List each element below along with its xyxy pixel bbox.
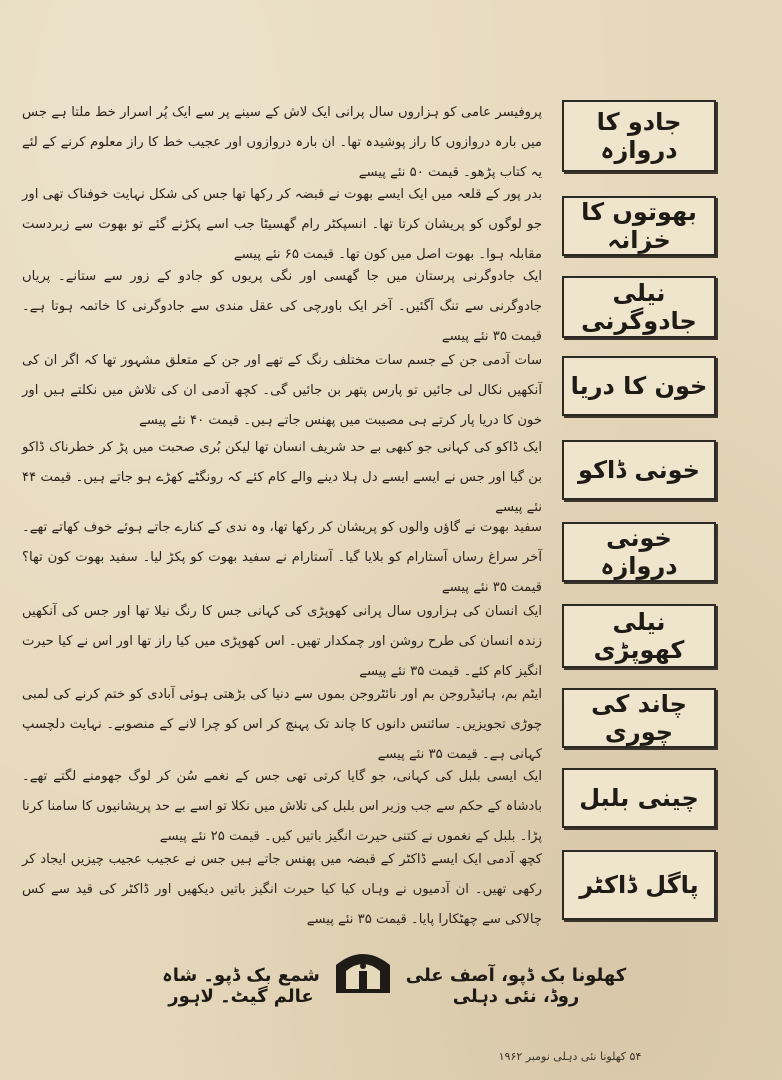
book-description: سفید بھوت نے گاؤں والوں کو پریشان کر رکھا تھا، وہ ندی کے کنارے جاتے ہوئے خوف کھاتے تھے۔ آخر سراغ رساں آستارام کو بلایا گیا۔ آستارام نے سفید بھوت کو پکڑ لیا۔ سفید بھوت کون تھا؟ قیمت ۳۵ نئے پیسے [22, 520, 542, 595]
page-number: ۵۴ کھلونا نئی دہلی نومبر ۱۹۶۲ [498, 1050, 642, 1063]
publisher-lahore: شمع بک ڈپو۔ شاہ عالم گیٹ۔ لاہور [162, 965, 320, 1007]
book-title: چاند کی چوری [562, 688, 716, 748]
book-description: بدر پور کے قلعہ میں ایک ایسے بھوت نے قبضہ کر رکھا تھا جس کی شکل نہایت خوفناک تھی اور جو لوگوں کو پریشان کرتا تھا۔ انسپکٹر رام گھسیٹا جب اسے پکڑنے گئے تو بھوت سے زبردست مقابلہ ہوا۔ بھوت اصل میں کون تھا۔ قیمت ۶۵ نئے پیسے [22, 187, 542, 262]
publisher-footer [0, 935, 782, 1015]
book-description: ایک ڈاکو کی کہانی جو کبھی بے حد شریف انسان تھا لیکن بُری صحبت میں پڑ کر خطرناک ڈاکو بن گیا اور جس نے ایسے ایسے دل ہلا دینے والے کام کئے کہ رونگٹے کھڑے ہو جاتے ہیں۔ قیمت ۴۴ نئے پیسے [22, 440, 542, 515]
publisher-delhi: کھلونا بک ڈپو، آصف علی روڈ، نئی دہلی [405, 965, 627, 1007]
book-title: نیلی جادوگرنی [562, 276, 716, 338]
book-description: ایک جادوگرنی پرستان میں جا گھسی اور نگی پریوں کو جادو کے زور سے ستانے۔ پریاں جادوگرنی سے تنگ آگئیں۔ آخر ایک باورچی کی عقل مندی سے جادوگرنی کا خاتمہ ہوتا ہے۔ قیمت ۳۵ نئے پیسے [22, 269, 542, 344]
book-description: پروفیسر عامی کو ہزاروں سال پرانی ایک لاش کے سینے پر سے ایک پُر اسرار خط ملتا ہے جس میں بارہ دروازوں کا راز پوشیدہ تھا۔ ان بارہ دروازوں اور عجیب خط کا راز معلوم کرنے کے لئے یہ کتاب پڑھو۔ قیمت ۵۰ نئے پیسے [22, 105, 542, 180]
book-title: جادو کا دروازہ [562, 100, 716, 172]
book-title: پاگل ڈاکٹر [562, 850, 716, 920]
book-title: خونی ڈاکو [562, 440, 716, 500]
book-description: ایک ایسی بلبل کی کہانی، جو گایا کرتی تھی جس کے نغمے سُن کر لوگ جھومنے لگتے تھے۔ بادشاہ کے حکم سے جب وزیر اس بلبل کی تلاش میں نکلا تو اسے بے حد پریشانیوں کا سامنا کرنا پڑا۔ بلبل کے نغموں نے کتنی حیرت انگیز باتیں کیں۔ قیمت ۲۵ نئے پیسے [22, 769, 542, 844]
book-title: خونی دروازہ [562, 522, 716, 582]
book-title: خون کا دریا [562, 356, 716, 416]
book-title: بھوتوں کا خزانہ [562, 196, 716, 256]
book-emblem-icon [332, 949, 394, 995]
book-title: نیلی کھوپڑی [562, 604, 716, 668]
book-description: ایک انسان کی ہزاروں سال پرانی کھوپڑی کی کہانی جس کا رنگ نیلا تھا اور جس کی آنکھیں زندہ انسان کی طرح روشن اور چمکدار تھیں۔ اس کھوپڑی میں کیا راز تھا اور اس نے کیا حیرت انگیز کام کئے۔ قیمت ۳۵ نئے پیسے [22, 604, 542, 679]
book-title: چینی بلبل [562, 768, 716, 828]
book-description: سات آدمی جن کے جسم سات مختلف رنگ کے تھے اور جن کے متعلق مشہور تھا کہ اگر ان کی آنکھیں نکال لی جائیں تو پارس پتھر بن جائیں گی۔ کچھ آدمی ان کی تلاش میں نکلتے ہیں اور خون کا دریا پار کرتے ہی مصیبت میں پھنس جاتے ہیں۔ قیمت ۴۰ نئے پیسے [22, 353, 542, 428]
book-description: کچھ آدمی ایک ایسے ڈاکٹر کے قبضہ میں پھنس جاتے ہیں جس نے عجیب عجیب چیزیں ایجاد کر رکھی تھیں۔ ان آدمیوں نے وہاں کیا کیا حیرت انگیز باتیں دیکھیں اور ڈاکٹر کی قید سے کس چالاکی سے چھٹکارا پایا۔ قیمت ۳۵ نئے پیسے [22, 852, 542, 927]
book-description: ایٹم بم، ہائیڈروجن بم اور نائٹروجن بموں سے دنیا کی بڑھتی ہوئی آبادی کو ختم کرنے کی لمبی چوڑی تجویزیں۔ سائنس دانوں کا چاند تک پہنچ کر اس کو چرا لانے کے منصوبے۔ نہایت دلچسپ کہانی ہے۔ قیمت ۳۵ نئے پیسے [22, 687, 542, 762]
